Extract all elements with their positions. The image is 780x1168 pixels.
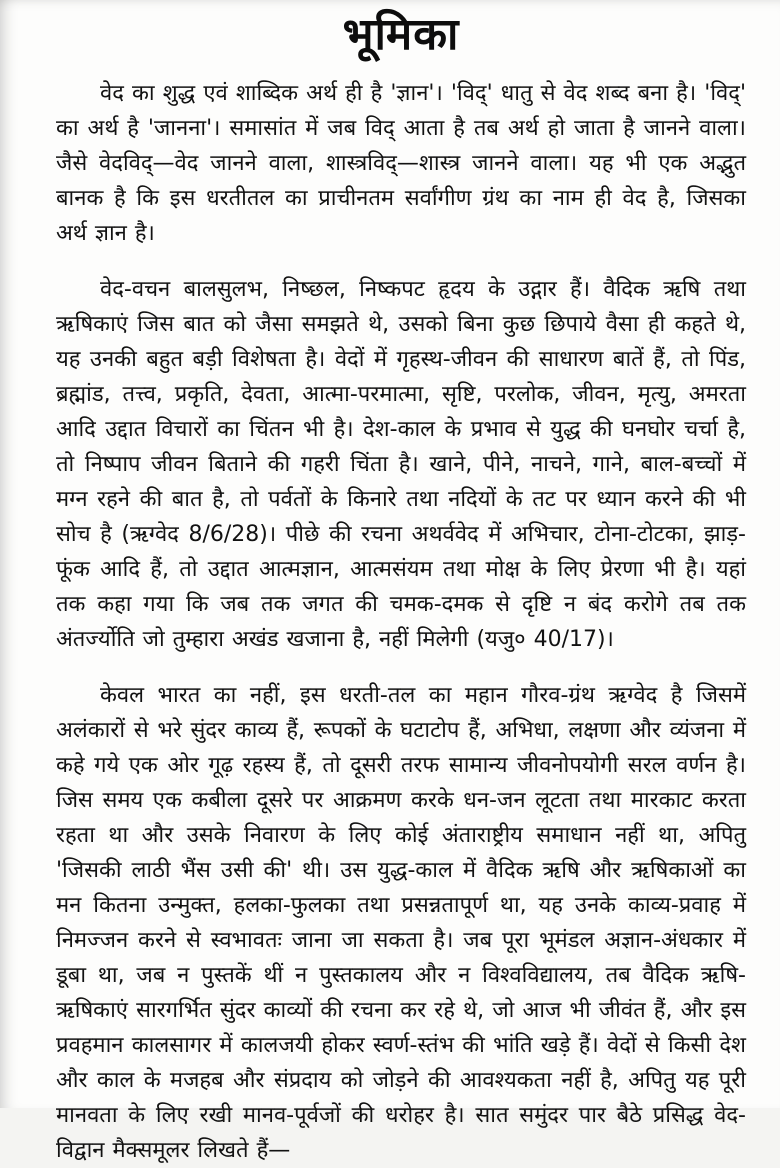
paragraph-3: केवल भारत का नहीं, इस धरती-तल का महान गौरव-ग्रंथ ऋग्वेद है जिसमें अलंकारों से भरे सुंदर काव्य हैं, रूपकों के घटाटोप हैं, अभिधा, लक्षणा और व्यंजना में कहे गये एक ओर गूढ़ रहस्य हैं, तो दूसरी तरफ सामान्य जीवनोपयोगी सरल वर्णन है। जिस समय एक कबीला दूसरे पर आक्रमण करके धन-जन लूटता तथा मारकाट करता रहता था और उसके निवारण के लिए कोई अंताराष्ट्रीय समाधान नहीं था, अपितु 'जिसकी लाठी भैंस उसी की' थी। उस युद्ध-काल में वैदिक ऋषि और ऋषिकाओं का मन कितना उन्मुक्त, हलका-फुलका तथा प्रसन्नतापूर्ण था, यह उनके काव्य-प्रवाह में निमज्जन करने से स्वभावतः जाना जा सकता है। जब पूरा भूमंडल अज्ञान-अंधकार में डूबा था, जब न पुस्तकें थीं न पुस्तकालय और न विश्वविद्यालय, तब वैदिक ऋषि-ऋषिकाएं सारगर्भित सुंदर काव्यों की रचना कर रहे थे, जो आज भी जीवंत हैं, और इस प्रवहमान कालसागर में कालजयी होकर स्वर्ण-स्तंभ की भांति खड़े हैं। वेदों से किसी देश और काल के मजहब और संप्रदाय को जोड़ने की आवश्यकता नहीं है, अपितु यह पूरी मानवता के लिए रखी मानव-पूर्वजों की धरोहर है। सात समुंदर पार बैठे प्रसिद्ध वेद-विद्वान मैक्समूलर लिखते हैं— — [56, 683, 746, 1163]
paragraph-1: वेद का शुद्ध एवं शाब्दिक अर्थ ही है 'ज्ञान'। 'विद्' धातु से वेद शब्द बना है। 'विद्' का अर्थ है 'जानना'। समासांत में जब विद् आता है तब अर्थ हो जाता है जानने वाला। जैसे वेदविद्—वेद जानने वाला, शास्त्रविद्—शास्त्र जानने वाला। यह भी एक अद्भुत बानक है कि इस धरतीतल का प्राचीनतम सर्वांगीण ग्रंथ का नाम ही वेद है, जिसका अर्थ ज्ञान है। — [56, 81, 746, 246]
page-title: भूमिका — [342, 9, 460, 60]
paragraph-2: वेद-वचन बालसुलभ, निष्छल, निष्कपट हृदय के उद्गार हैं। वैदिक ऋषि तथा ऋषिकाएं जिस बात को जैसा समझते थे, उसको बिना कुछ छिपाये वैसा ही कहते थे, यह उनकी बहुत बड़ी विशेषता है। वेदों में गृहस्थ-जीवन की साधारण बातें हैं, तो पिंड, ब्रह्मांड, तत्त्व, प्रकृति, देवता, आत्मा-परमात्मा, सृष्टि, परलोक, जीवन, मृत्यु, अमरता आदि उद्दात विचारों का चिंतन भी है। देश-काल के प्रभाव से युद्ध की घनघोर चर्चा है, तो निष्पाप जीवन बिताने की गहरी चिंता है। खाने, पीने, नाचने, गाने, बाल-बच्चों में मग्न रहने की बात है, तो पर्वतों के किनारे तथा नदियों के तट पर ध्यान करने की भी सोच है (ऋग्वेद 8/6/28)। पीछे की रचना अथर्ववेद में अभिचार, टोना-टोटका, झाड़-फूंक आदि हैं, तो उद्दात आत्मज्ञान, आत्मसंयम तथा मोक्ष के लिए प्रेरणा भी है। यहां तक कहा गया कि जब तक जगत की चमक-दमक से दृष्टि न बंद करोगे तब तक अंतर्ज्योति जो तुम्हारा अखंड खजाना है, नहीं मिलेगी (यजु० 40/17)। — [56, 277, 746, 652]
